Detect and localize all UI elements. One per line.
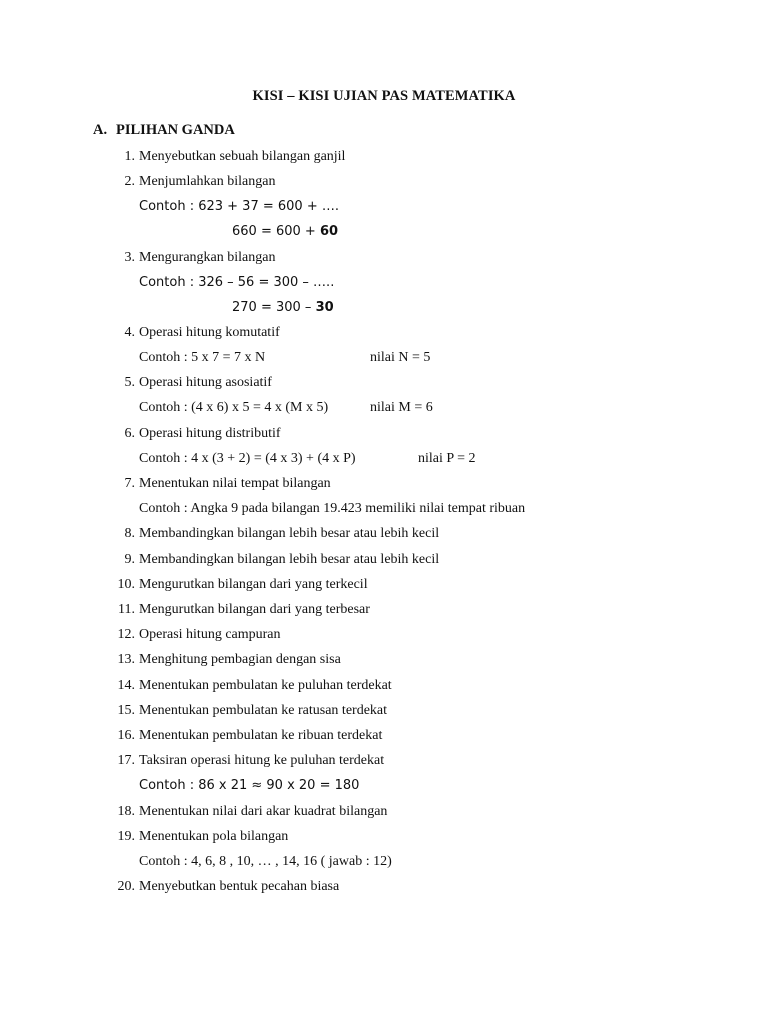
section-heading (93, 122, 235, 139)
item-number: 4. (124, 325, 135, 340)
item-number: 14. (117, 678, 135, 693)
item-number: 8. (124, 526, 135, 541)
item-number: 20. (117, 879, 135, 894)
item-text: Mengurutkan bilangan dari yang terkecil (139, 577, 368, 592)
item-text: Mengurangkan bilangan (139, 250, 276, 265)
item-note: nilai P = 2 (418, 451, 476, 466)
item-example: Contoh : 4, 6, 8 , 10, … , 14, 16 ( jawab : 12) (139, 854, 392, 869)
item-text: Menentukan nilai dari akar kuadrat bilangan (139, 804, 388, 819)
item-text: Mengurutkan bilangan dari yang terbesar (139, 602, 370, 617)
item-note: nilai N = 5 (370, 350, 431, 365)
item-number: 10. (117, 577, 135, 592)
item-number: 9. (124, 552, 135, 567)
item-number: 1. (124, 149, 135, 164)
item-text: Menjumlahkan bilangan (139, 174, 276, 189)
item-number: 19. (117, 829, 135, 844)
document-title: KISI – KISI UJIAN PAS MATEMATIKA (252, 88, 516, 104)
item-text: Operasi hitung komutatif (139, 325, 280, 340)
item-number: 11. (118, 602, 135, 617)
item-number: 15. (117, 703, 135, 718)
item-example: Contoh : Angka 9 pada bilangan 19.423 memiliki nilai tempat ribuan (139, 501, 526, 516)
item-number: 5. (124, 375, 135, 390)
item-text: Menentukan pembulatan ke ratusan terdekat (139, 703, 388, 718)
item-number: 12. (117, 627, 135, 642)
item-example: Contoh : 326 – 56 = 300 – ….. (139, 275, 335, 290)
item-number: 2. (124, 174, 135, 189)
item-example: Contoh : 623 + 37 = 600 + …. (139, 199, 339, 214)
answer-bold: 60 (319, 224, 339, 239)
answer-prefix: 660 = 600 + (232, 224, 320, 239)
item-text: Menentukan pembulatan ke puluhan terdekat (139, 678, 392, 693)
item-example: Contoh : 5 x 7 = 7 x N (139, 350, 266, 365)
item-text: Operasi hitung asosiatif (139, 375, 272, 390)
item-number: 3. (124, 250, 135, 265)
item-example: Contoh : 86 x 21 ≈ 90 x 20 = 180 (139, 778, 360, 793)
answer-bold: 30 (315, 300, 334, 315)
item-number: 18. (117, 804, 135, 819)
item-example: Contoh : (4 x 6) x 5 = 4 x (M x 5) (139, 400, 329, 415)
item-text: Membandingkan bilangan lebih besar atau lebih kecil (139, 526, 440, 541)
item-text: Operasi hitung distributif (139, 426, 281, 441)
item-text: Menentukan nilai tempat bilangan (139, 476, 331, 491)
item-answer (232, 223, 338, 241)
item-text: Menentukan pola bilangan (139, 829, 289, 844)
item-text: Taksiran operasi hitung ke puluhan terdekat (139, 753, 385, 768)
item-text: Menyebutkan bentuk pecahan biasa (139, 879, 340, 894)
section-letter: A. (93, 122, 108, 138)
item-number: 17. (117, 753, 135, 768)
section-title: PILIHAN GANDA (116, 122, 235, 138)
item-text: Menghitung pembagian dengan sisa (139, 652, 341, 667)
item-text: Operasi hitung campuran (139, 627, 281, 642)
item-number: 16. (117, 728, 135, 743)
item-number: 13. (117, 652, 135, 667)
item-text: Membandingkan bilangan lebih besar atau lebih kecil (139, 552, 440, 567)
item-example: Contoh : 4 x (3 + 2) = (4 x 3) + (4 x P) (139, 451, 356, 466)
item-text: Menentukan pembulatan ke ribuan terdekat (139, 728, 383, 743)
item-number: 6. (124, 426, 135, 441)
answer-prefix: 270 = 300 – (232, 300, 316, 315)
item-answer (232, 299, 334, 317)
item-note: nilai M = 6 (370, 400, 433, 415)
item-number: 7. (124, 476, 135, 491)
item-text: Menyebutkan sebuah bilangan ganjil (139, 149, 346, 164)
